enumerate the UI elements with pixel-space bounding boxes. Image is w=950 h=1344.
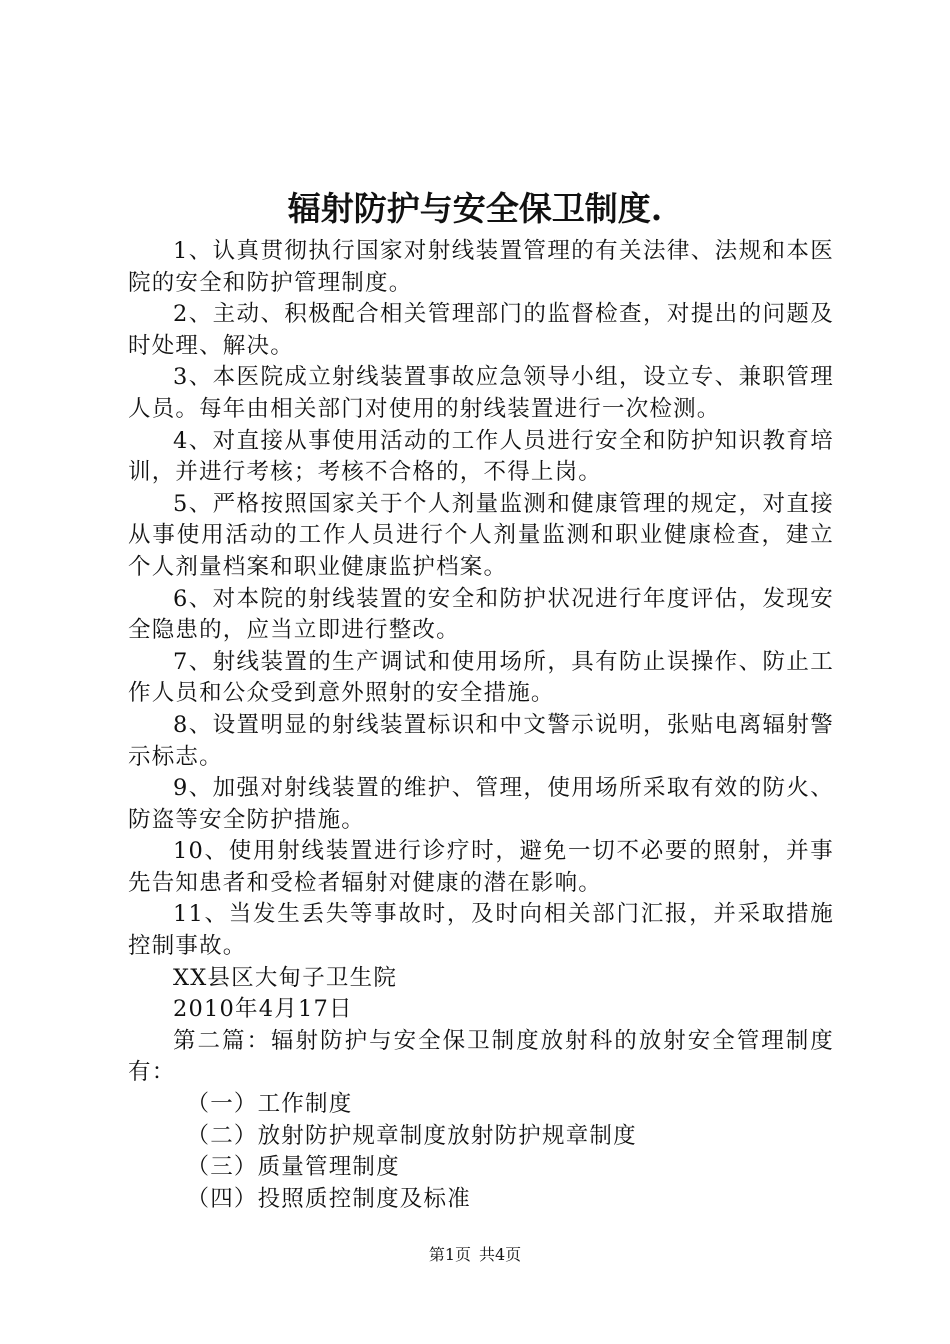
list-item-1: （一）工作制度 <box>186 1091 353 1118</box>
paragraph-6: 6、对本院的射线装置的安全和防护状况进行年度评估，发现安全隐患的，应当立即进行整改。 <box>128 585 834 644</box>
paragraph-1: 1、认真贯彻执行国家对射线装置管理的有关法律、法规和本医院的安全和防护管理制度。 <box>128 238 834 296</box>
signature-date: 2010年4月17日 <box>173 996 353 1023</box>
document-title: 辐射防护与安全保卫制度. <box>287 189 663 228</box>
paragraph-2: 2、主动、积极配合相关管理部门的监督检查，对提出的问题及时处理、解决。 <box>128 301 834 359</box>
paragraph-11: 11、当发生丢失等事故时，及时向相关部门汇报，并采取措施控制事故。 <box>128 901 834 960</box>
list-item-2: （二）放射防护规章制度放射防护规章制度 <box>186 1122 637 1149</box>
paragraph-3: 3、本医院成立射线装置事故应急领导小组，设立专、兼职管理人员。每年由相关部门对使用的射线装置进行一次检测。 <box>128 364 834 422</box>
signature-org: XX县区大甸子卫生院 <box>173 964 398 991</box>
paragraph-4: 4、对直接从事使用活动的工作人员进行安全和防护知识教育培训，并进行考核；考核不合格的，不得上岗。 <box>128 427 834 486</box>
page-total: 共4页 <box>479 1245 522 1264</box>
page-footer <box>0 1243 950 1267</box>
list-item-3: （三）质量管理制度 <box>186 1154 400 1181</box>
second-part-intro: 第二篇：辐射防护与安全保卫制度放射科的放射安全管理制度有： <box>128 1027 834 1086</box>
paragraph-5: 5、严格按照国家关于个人剂量监测和健康管理的规定，对直接从事使用活动的工作人员进行个人剂量监测和职业健康检查，建立个人剂量档案和职业健康监护档案。 <box>128 490 834 580</box>
list-item-4: （四）投照质控制度及标准 <box>186 1185 471 1212</box>
paragraph-10: 10、使用射线装置进行诊疗时，避免一切不必要的照射，并事先告知患者和受检者辐射对健康的潜在影响。 <box>128 838 834 896</box>
paragraph-7: 7、射线装置的生产调试和使用场所，具有防止误操作、防止工作人员和公众受到意外照射的安全措施。 <box>128 648 834 707</box>
page-number: 第1页 <box>428 1245 471 1264</box>
paragraph-8: 8、设置明显的射线装置标识和中文警示说明，张贴电离辐射警示标志。 <box>128 711 834 770</box>
document-body <box>128 236 834 1215</box>
paragraph-9: 9、加强对射线装置的维护、管理，使用场所采取有效的防火、防盗等安全防护措施。 <box>128 775 834 833</box>
